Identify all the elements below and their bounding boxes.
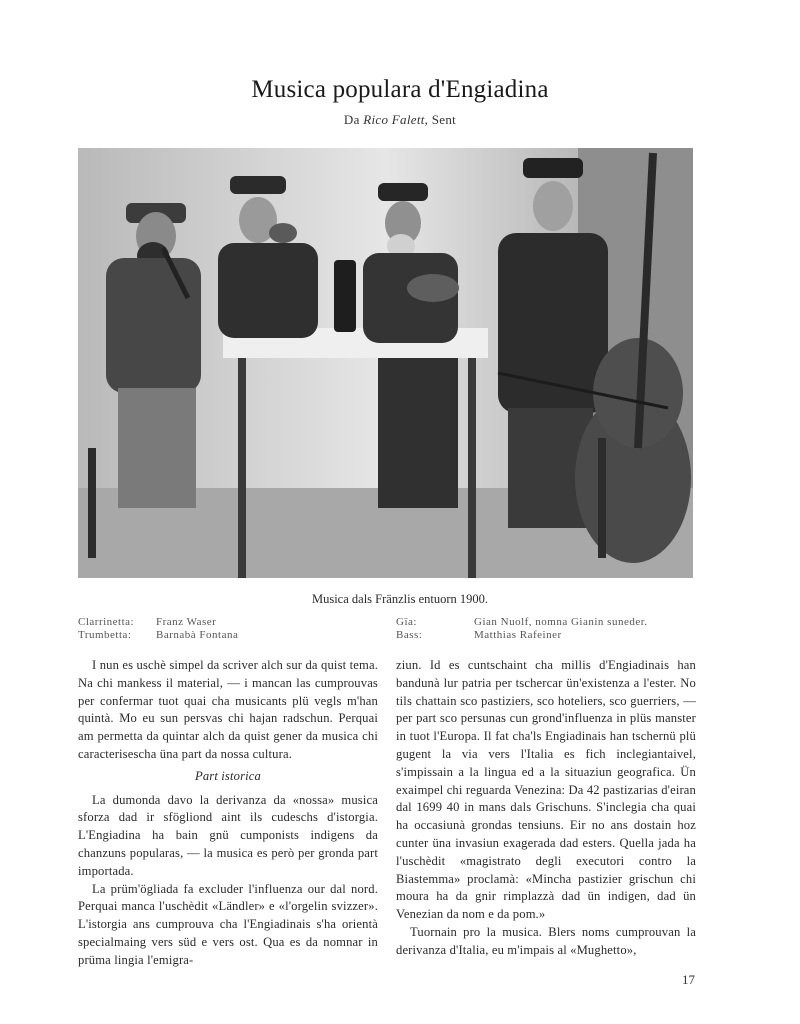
byline-author: Rico Falett,: [363, 112, 429, 127]
credit-clarinet: [78, 616, 238, 629]
page-number: 17: [682, 972, 695, 987]
credit-bass: [396, 629, 648, 642]
credit-role: Clarrinetta:: [78, 616, 135, 628]
column-left: [78, 657, 378, 970]
credit-name: Gian Nuolf, nomna Gianin suneder.: [474, 616, 648, 628]
musicians-photo: [78, 148, 693, 578]
credit-name: Matthias Rafeiner: [474, 629, 562, 641]
intro-paragraph: I nun es uschè simpel da scriver alch sur da quist tema. Na chi mankess il material, — i mancan las cumprouvas per confermar tuot quai cha musicants plü vegls m'han quintà. Mo eu sun persvas chi hajan radschun. Perquai am permetta da quintar alch da quist gener da musica chi caracterisescha üna part da nossa cultura.: [78, 658, 378, 761]
credit-trumpet: [78, 629, 238, 642]
credit-name: Franz Waser: [156, 616, 217, 628]
article-title: Musica populara d'Engiadina: [251, 76, 549, 103]
credits-left: [78, 616, 238, 642]
credit-role: Bass:: [396, 629, 423, 641]
byline-place: Sent: [431, 112, 457, 127]
paragraph: ziun. Id es cuntschaint cha millis d'Engiadinais han bandunà lur patria per tschercar ün'existenza a l'ester. No tils chattain sco pastiziers, sco hoteliers, sco guerriers, — per part sco persunas cun grond'influenza in plüs manster in tuot l'Europa. Il fat cha'ls Engiadinais han tschernü plü gugent la via vers l'Italia es fich inclegiantaivel, s'impissain a la lingua ed a la situaziun geografica. Ün exaimpel chi reguarda Venezina: Da 42 pastizarias d'eiran dal 1699 40 in mans dals Grischuns. S'inclegia cha quai ha occasiunà grondas tensiuns. Eir no ans dostain hoz cunter üna invasiun exagerada dad esters. Quella jada ha l'uschèdit «magistrato degli executori contro la Biastemma» proclamà: «Mincha pastizier grischun chi moura ha da gnir rimplazzà dad ün indigen, dad ün Venezian da nom e da pom.»: [396, 658, 696, 922]
paragraph: Tuornain pro la musica. Blers noms cumprouvan la derivanza d'Italia, eu m'impais al «Mughetto»,: [396, 924, 696, 957]
paragraph: La dumonda davo la derivanza da «nossa» musica sforza dad ir sfögliond aint ils cudeschs d'istorgia. L'Engiadina ha bain gnü cumponists indigens da chanzuns popularas, — la musica es però per gronda part importada.: [78, 792, 378, 878]
photo-caption: Musica dals Fränzlis entuorn 1900.: [311, 592, 488, 606]
column-right: [396, 657, 696, 960]
credit-violin: [396, 616, 648, 629]
credits-right: [396, 616, 648, 642]
credit-role: Trumbetta:: [78, 629, 132, 641]
paragraph: La prüm'ögliada fa excluder l'influenza our dal nord. Perquai manca l'uschèdit «Ländler» e «l'orgelin svizzer». L'istorgia ans cumprouva cha l'Engiadinais s'ha orientà specialmaing vers süd e vers ost. Qua es da nomnar in prüma lingia l'emigra-: [78, 881, 378, 967]
byline-prefix: Da: [343, 112, 360, 127]
section-subheading: Part istorica: [195, 768, 261, 783]
article-byline: [0, 112, 800, 128]
credit-name: Barnabà Fontana: [156, 629, 239, 641]
credit-role: Gïa:: [396, 616, 417, 628]
